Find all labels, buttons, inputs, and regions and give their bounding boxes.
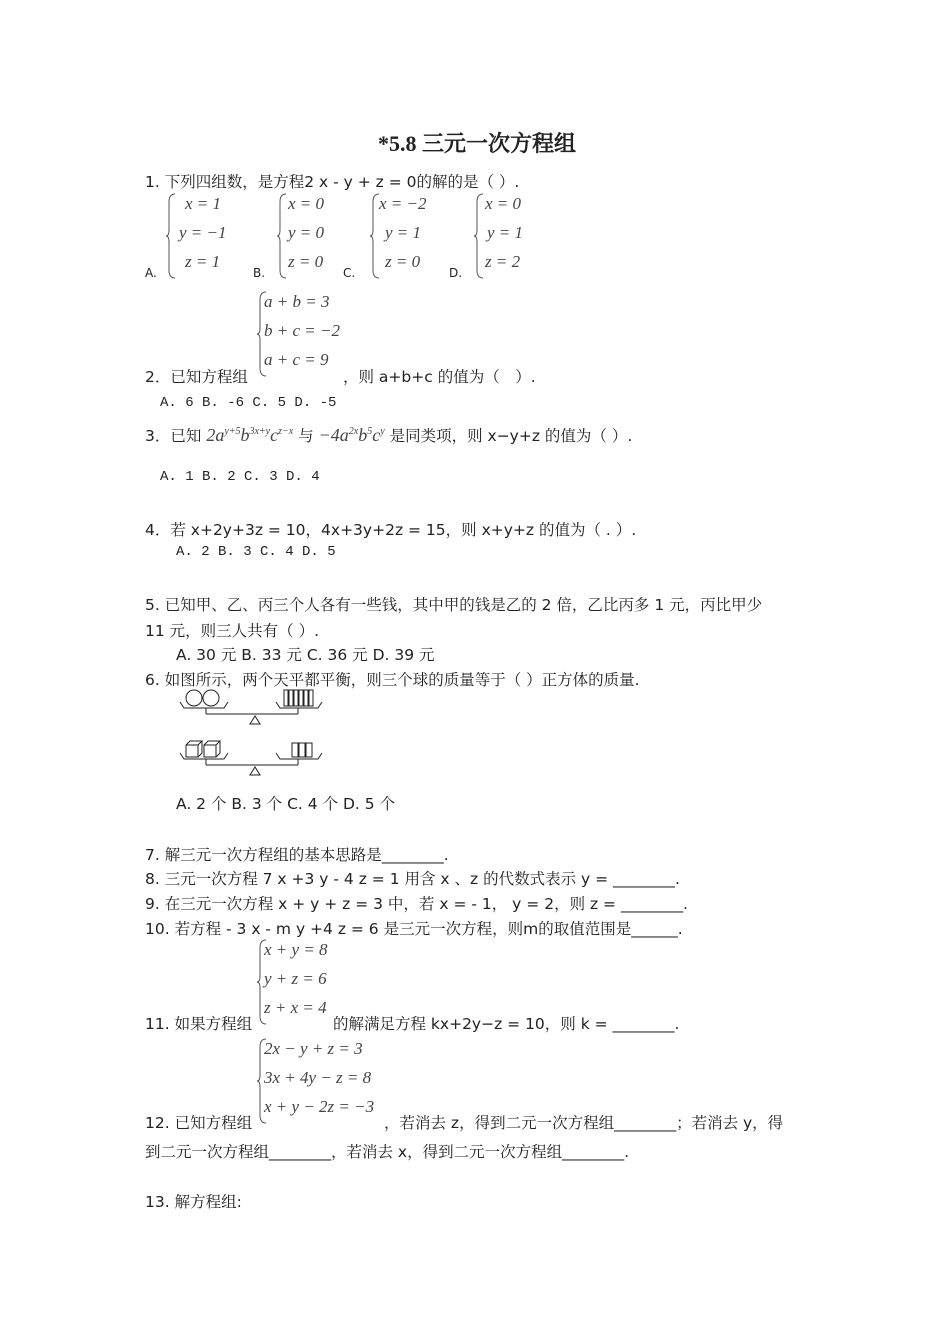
q1-b-eq1: x = 0 [288, 194, 325, 213]
q1-a-eq3: z = 1 [185, 252, 221, 271]
q5-line1: 5. 已知甲、乙、丙三个人各有一些钱，其中甲的钱是乙的 2 倍，乙比丙多 1 元，丙比甲少 [145, 596, 763, 614]
q7-stem: 7. 解三元一次方程组的基本思路是________. [145, 846, 449, 864]
q6-stem: 6. 如图所示，两个天平都平衡，则三个球的质量等于（ ）正方体的质量. [145, 671, 640, 689]
q5-line2: 11 元，则三人共有（ ）. [145, 622, 320, 640]
q1-option-b-system [276, 192, 346, 282]
q11-eq3: z + x = 4 [264, 998, 327, 1017]
q1-stem: 1. 下列四组数，是方程2 x - y + z = 0的解的是（ ）. [145, 173, 520, 191]
q1-b-eq3: z = 0 [288, 252, 324, 271]
q3-prefix: 3．已知 [145, 427, 202, 445]
q13-stem: 13. 解方程组: [145, 1193, 242, 1211]
q2-options: A. 6 B. -6 C. 5 D. -5 [160, 395, 337, 411]
q4-stem: 4．若 x+2y+3z = 10，4x+3y+2z = 15，则 x+y+z 的值为（ . ）. [145, 521, 637, 539]
q1-d-eq1: x = 0 [485, 194, 522, 213]
brace-icon [473, 192, 485, 280]
q2-stem-prefix: 2．已知方程组 [145, 368, 248, 386]
q12-prefix: 12. 已知方程组 [145, 1114, 253, 1132]
q1-c-eq3: z = 0 [385, 252, 421, 271]
q1-option-a-system [165, 192, 245, 282]
q2-eq3: a + c = 9 [264, 350, 329, 369]
q3-stem [145, 424, 632, 446]
q3-suffix: 是同类项，则 x−y+z 的值为（ ）. [389, 427, 633, 445]
q2-stem-suffix: ，则 a+b+c 的值为（ ）. [343, 368, 536, 386]
q1-d-eq3: z = 2 [485, 252, 521, 271]
q1-c-eq2: y = 1 [385, 223, 422, 242]
q12-eq1: 2x − y + z = 3 [264, 1039, 363, 1058]
q1-option-c-label: C. [343, 266, 356, 280]
q9-stem: 9. 在三元一次方程 x + y + z = 3 中，若 x = - 1， y = 2，则 z = ________. [145, 895, 688, 913]
balance-scale-figure-1 [178, 688, 328, 733]
q2-eq1: a + b = 3 [264, 292, 330, 311]
q1-option-a-label: A. [145, 266, 157, 280]
q6-options: A. 2 个 B. 3 个 C. 4 个 D. 5 个 [176, 795, 396, 813]
q3-options: A. 1 B. 2 C. 3 D. 4 [160, 469, 320, 485]
brace-icon [276, 192, 288, 280]
q1-option-b-label: B. [253, 266, 266, 280]
q12-suffix: ，若消去 z，得到二元一次方程组________；若消去 y，得 [384, 1114, 784, 1132]
q1-a-eq1: x = 1 [185, 194, 222, 213]
q1-c-eq1: x = −2 [379, 194, 427, 213]
q11-eq2: y + z = 6 [264, 969, 327, 988]
q8-stem: 8. 三元一次方程 7 x +3 y - 4 z = 1 用含 x 、z 的代数式表示 y = ________. [145, 870, 680, 888]
q3-term1: $2a^{y+5}b^{3x+y}c^{z-x}$ [206, 425, 294, 445]
q12-line2: 到二元一次方程组________，若消去 x，得到二元一次方程组________. [145, 1143, 630, 1161]
q12-system [256, 1037, 396, 1127]
q1-b-eq2: y = 0 [288, 223, 325, 242]
q1-option-d-label: D. [449, 266, 463, 280]
q1-option-d-system [473, 192, 543, 282]
page-title: *5.8 三元一次方程组 [378, 131, 577, 156]
q2-eq2: b + c = −2 [264, 321, 340, 340]
q5-options: A. 30 元 B. 33 元 C. 36 元 D. 39 元 [176, 646, 435, 664]
q12-eq2: 3x + 4y − z = 8 [264, 1068, 372, 1087]
q1-a-eq2: y = −1 [179, 223, 227, 242]
q3-mid: 与 [298, 427, 314, 445]
q11-eq1: x + y = 8 [264, 940, 328, 959]
q3-term2: $-4a^{2x}b^5c^y$ [318, 425, 385, 445]
q10-stem: 10. 若方程 - 3 x - m y +4 z = 6 是三元一次方程，则m的取值范围是______. [145, 920, 683, 938]
q1-option-c-system [369, 192, 449, 282]
brace-icon [165, 192, 177, 280]
balance-scale-figure-2 [178, 739, 328, 784]
q4-options: A. 2 B. 3 C. 4 D. 5 [176, 544, 336, 560]
q2-system [256, 290, 346, 380]
q11-suffix: 的解满足方程 kx+2y−z = 10，则 k = ________. [333, 1015, 680, 1033]
q1-d-eq2: y = 1 [487, 223, 524, 242]
q12-eq3: x + y − 2z = −3 [264, 1097, 375, 1116]
q11-prefix: 11. 如果方程组 [145, 1015, 253, 1033]
